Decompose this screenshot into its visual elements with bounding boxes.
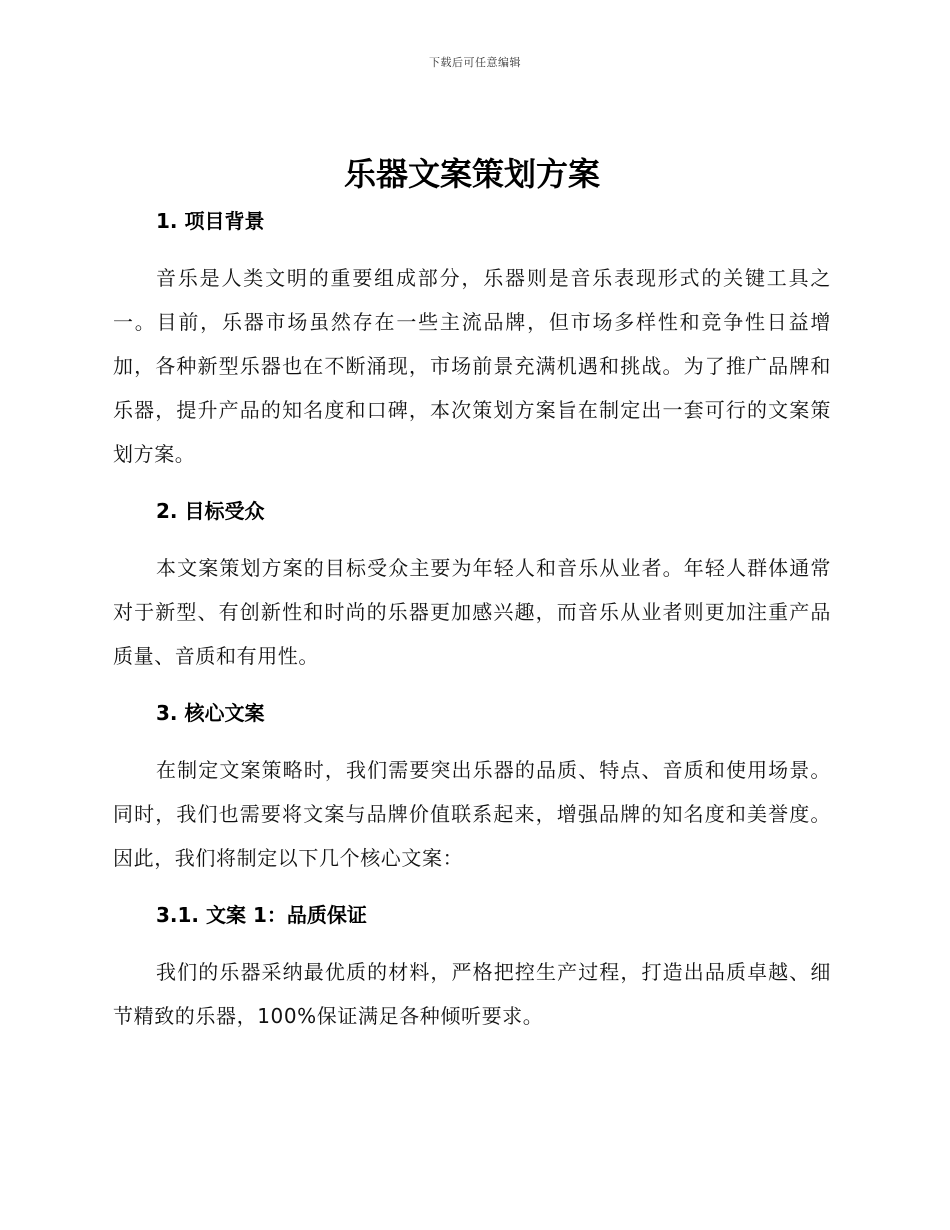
section-paragraph-core-copy: 在制定文案策略时，我们需要突出乐器的品质、特点、音质和使用场景。同时，我们也需要将文案与品牌价值联系起来，增强品牌的知名度和美誉度。因此，我们将制定以下几个核心文案： — [113, 758, 831, 870]
section-heading-copy-1: 3.1. 文案 1：品质保证 — [156, 903, 367, 927]
section-heading-core-copy: 3. 核心文案 — [156, 701, 265, 725]
section-heading-background: 1. 项目背景 — [156, 209, 265, 233]
section-paragraph-audience: 本文案策划方案的目标受众主要为年轻人和音乐从业者。年轻人群体通常对于新型、有创新性和时尚的乐器更加感兴趣，而音乐从业者则更加注重产品质量、音质和有用性。 — [113, 556, 831, 668]
document-title: 乐器文案策划方案 — [343, 155, 600, 193]
header-note: 下载后可任意编辑 — [429, 56, 521, 69]
section-heading-audience: 2. 目标受众 — [156, 499, 265, 523]
section-paragraph-copy-1: 我们的乐器采纳最优质的材料，严格把控生产过程，打造出品质卓越、细节精致的乐器，100%保证满足各种倾听要求。 — [113, 960, 831, 1028]
section-paragraph-background: 音乐是人类文明的重要组成部分，乐器则是音乐表现形式的关键工具之一。目前，乐器市场虽然存在一些主流品牌，但市场多样性和竞争性日益增加，各种新型乐器也在不断涌现，市场前景充满机遇和挑战。为了推广品牌和乐器，提升产品的知名度和口碑，本次策划方案旨在制定出一套可行的文案策划方案。 — [113, 266, 831, 466]
document-body — [113, 148, 831, 1038]
